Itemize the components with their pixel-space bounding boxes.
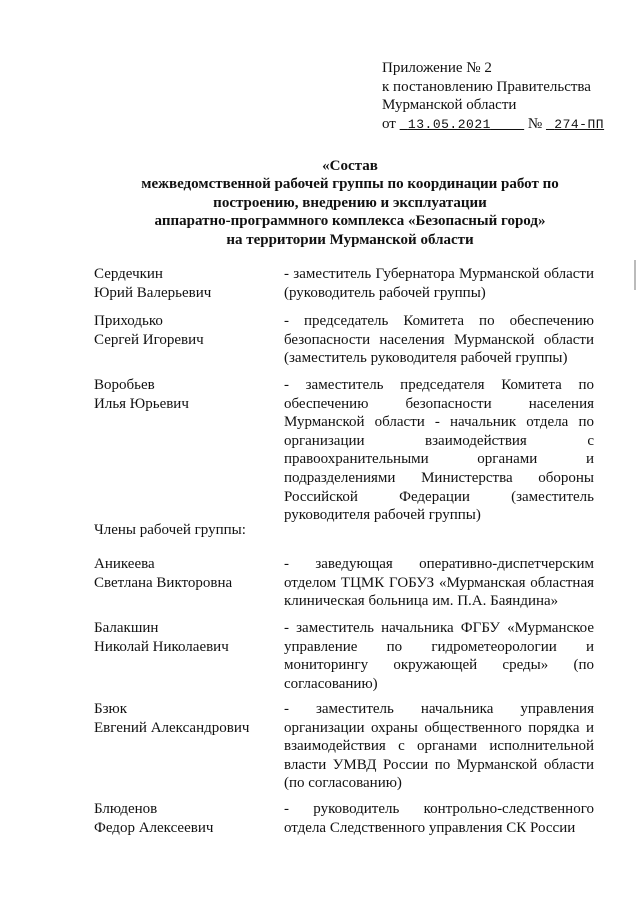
appendix-date-line [382, 115, 604, 135]
title-line-3: построению, внедрению и эксплуатации [213, 194, 487, 211]
appendix-line-2: к постановлению Правительства [382, 78, 591, 95]
member-role: - заместитель начальника управления организации охраны общественного порядка и взаимодействия с органами исполнительной власти УМВД России по Мурманской области (по согласованию) [284, 701, 594, 792]
member-role: - руководитель контрольно-следственного отдела Следственного управления СК России [284, 801, 594, 836]
member-name [94, 265, 269, 302]
member-surname: Блюденов [94, 801, 158, 817]
member-role: - заведующая оперативно-диспетчерским отделом ТЦМК ГОБУЗ «Мурманская областная клиническая больница им. П.А. Баяндина» [284, 556, 594, 610]
number-prefix: № [527, 115, 543, 132]
member-given-name: Евгений Александрович [94, 719, 250, 736]
appendix-line-3: Мурманской области [382, 97, 517, 113]
date-prefix: от [382, 115, 396, 132]
member-role: - председатель Комитета по обеспечению безопасности населения Мурманской области (заместитель руководителя рабочей группы) [284, 313, 594, 367]
member-name [94, 376, 269, 413]
title-line-4: аппаратно-программного комплекса «Безопасный город» [154, 213, 546, 230]
title-line-2: межведомственной рабочей группы по координации работ по [141, 176, 559, 193]
appendix-line-1: Приложение № 2 [382, 60, 492, 76]
member-surname: Балакшин [94, 620, 159, 636]
member-surname: Аникеева [94, 556, 155, 572]
member-given-name: Сергей Игоревич [94, 331, 204, 348]
scan-edge-mark [634, 260, 636, 290]
member-surname: Воробьев [94, 377, 155, 393]
member-role: - заместитель Губернатора Мурманской области (руководитель рабочей группы) [284, 266, 594, 301]
member-given-name: Светлана Викторовна [94, 574, 233, 591]
member-name [94, 800, 269, 837]
member-role: - заместитель председателя Комитета по обеспечению безопасности населения Мурманской области - начальник отдела по организации взаимодействия с правоохранительными органами и подразделениями Министерства обороны Российской Федерации (заместитель руководителя рабочей группы) [284, 377, 594, 524]
member-surname: Приходько [94, 313, 163, 329]
document-title [60, 157, 640, 249]
member-given-name: Илья Юрьевич [94, 395, 189, 412]
members-heading: Члены рабочей группы: [94, 522, 246, 538]
appendix-block [382, 59, 604, 134]
member-surname: Сердечкин [94, 266, 163, 282]
member-given-name: Юрий Валерьевич [94, 284, 212, 301]
member-name [94, 619, 269, 656]
member-given-name: Федор Алексеевич [94, 819, 214, 836]
title-line-5: на территории Мурманской области [226, 231, 474, 248]
member-name [94, 312, 269, 349]
member-surname: Бзюк [94, 701, 128, 717]
resolution-number: 274-ПП [554, 116, 605, 132]
member-name [94, 555, 269, 592]
resolution-date: 13.05.2021 [407, 116, 491, 132]
member-given-name: Николай Николаевич [94, 638, 229, 655]
member-role: - заместитель начальника ФГБУ «Мурманское управление по гидрометеорологии и мониторингу окружающей среды» (по согласованию) [284, 620, 594, 692]
title-line-1: «Состав [322, 158, 378, 174]
member-name [94, 700, 269, 737]
